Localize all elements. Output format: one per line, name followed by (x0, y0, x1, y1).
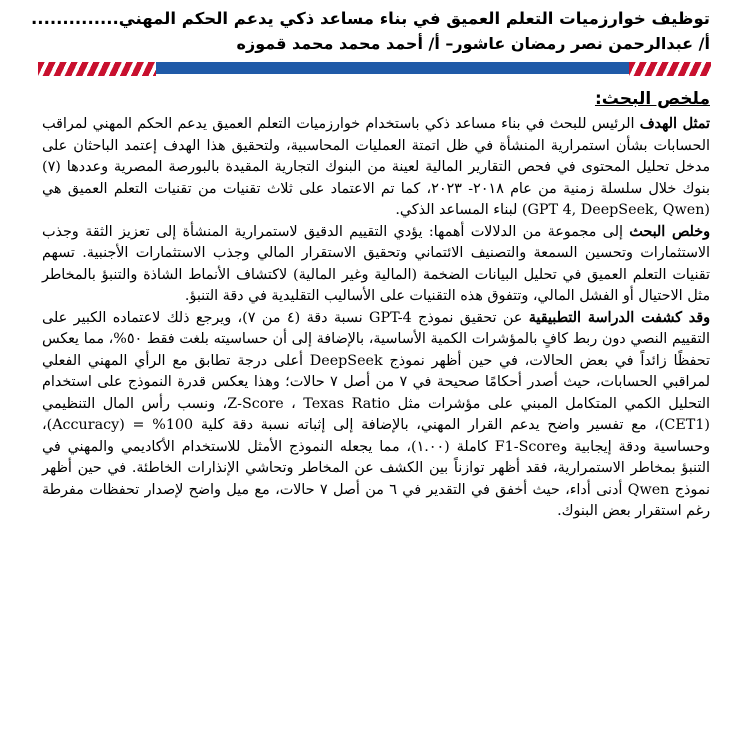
paragraph-text: عن تحقيق نموذج GPT-4 نسبة دقة (٤ من ٧)، ويرجع ذلك لاعتماده الكبير على التقييم النصي دون ربط كافٍ بالمؤشرات الكمية الأساسية، بالإضافة إلى أن حساسيته بلغت فقط ٥٠%، مما يعكس تحفظًا زائداً في بعض الحالات، في حين أظهر نموذج DeepSeek أعلى درجة تطابق مع الرأي المهني الفعلي لمراقبي الحسابات، حيث أصدر أحكامًا صحيحة في ٧ من أصل ٧ حالات؛ وهذا يعكس قدرة النموذج على استخدام التحليل الكمي المتكامل المبني على مؤشرات مثل Z-Score ، Texas Ratio، ونسب رأس المال التنظيمي (CET1)، مع تفسير واضح يدعم القرار المهني، بالإضافة إلى إثباته نسبة دقة كلية 100% = (Accuracy)، وحساسية ودقة إيجابية وF1-Score كاملة (١.٠٠)، مما يجعله النموذج الأمثل للاستخدام الأكاديمي والمهني في التنبؤ بمخاطر الاستمرارية، فقد أظهر توازناً بين الكشف عن المخاطر وتحاشي الإنذارات الخاطئة. في حين أظهر نموذج Qwen أدنى أداء، حيث أخفق في التقدير في ٦ من أصل ٧ حالات، مع ميل واضح لإصدار تحفظات مفرطة رغم استقرار بعض البنوك. (42, 309, 710, 519)
abstract-body (42, 114, 710, 523)
paragraph-lead: وخلص البحث (629, 223, 710, 240)
paper-authors: أ/ عبدالرحمن نصر رمضان عاشور– أ/ أحمد محمد محمد قموزه (236, 34, 710, 53)
paragraph-lead: وقد كشفت الدراسة التطبيقية (528, 309, 711, 326)
abstract-paragraph-findings (42, 222, 710, 308)
header-rule-hatch-left (38, 62, 156, 76)
header-rule (38, 62, 711, 76)
paper-title: توظيف خوارزميات التعلم العميق في بناء مساعد ذكي يدعم الحكم المهني.............. (31, 9, 710, 28)
abstract-heading: ملخص البحث: (594, 89, 710, 109)
abstract-paragraph-objective (42, 114, 710, 222)
paragraph-text: إلى مجموعة من الدلالات أهمها: يؤدي التقييم الدقيق لاستمرارية المنشأة إلى تعزيز الثقة وجذب الاستثمارات وتحسين السمعة والتصنيف الائتماني وتحقيق الاستقرار المالي وجذب الاستثمارات الأجنبية. تسهم تقنيات التعلم العميق في تحليل البيانات الضخمة (المالية وغير المالية) لاكتشاف الأنماط الشاذة والتنبؤ بالمخاطر مثل الاحتيال أو الفشل المالي، وتتفوق هذه التقنيات على الأساليب التقليدية في دقة التنبؤ. (42, 223, 710, 304)
abstract-paragraph-results (42, 308, 710, 523)
paragraph-text: الرئيس للبحث في بناء مساعد ذكي باستخدام خوارزميات التعلم العميق يدعم الحكم المهني لمراقب الحسابات بشأن استمرارية المنشأة في ظل اتمتة العمليات المحاسبية، ولتحقيق هذا الهدف إعتمد الباحثان على مدخل تحليل المحتوى في فحص التقارير المالية لعينة من البنوك التجارية المقيدة بالبورصة المصرية وعددها (٧) بنوك خلال سلسلة زمنية من عام ٢٠١٨- ٢٠٢٣، كما تم الاعتماد على ثلاث تقنيات من تقنيات التعلم العميق هي (GPT 4, DeepSeek, Qwen) لبناء المساعد الذكي. (42, 116, 710, 218)
paragraph-lead: تمثل الهدف (639, 116, 710, 132)
header-rule-hatch-right (629, 62, 711, 76)
